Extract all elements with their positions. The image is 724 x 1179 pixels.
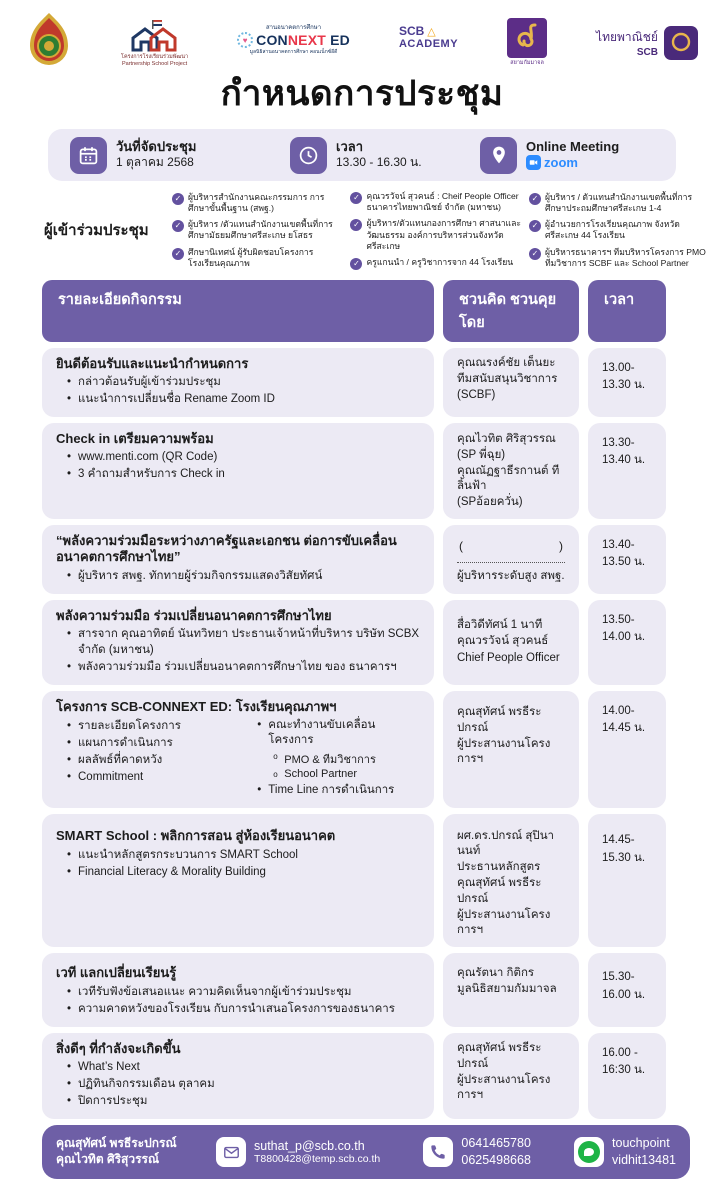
activity-bullet: • สารจาก คุณอาทิตย์ นันทวิทยา ประธานเจ้าหน้าที่บริหาร บริษัท SCBX จำกัด (มหาชน) bbox=[78, 627, 420, 658]
speaker-line: สื่อวิดีทัศน์ 1 นาที bbox=[457, 618, 543, 631]
speaker-line: ประธานหลักสูตร bbox=[457, 861, 541, 874]
email-icon bbox=[216, 1137, 246, 1167]
check-icon: ✓ bbox=[529, 248, 541, 260]
speaker-line: คุณรัตนา กิติกร bbox=[457, 966, 535, 979]
contact-footer bbox=[42, 1125, 690, 1179]
activity-bullet: • ผลลัพธ์ที่คาดหวัง bbox=[78, 753, 244, 769]
online-meeting-label: Online Meeting bbox=[526, 138, 620, 154]
time-cell: 13.00- 13.30 น. bbox=[588, 348, 666, 417]
activity-title: เวที แลกเปลี่ยนเรียนรู้ bbox=[56, 965, 177, 981]
table-row bbox=[42, 691, 682, 809]
speaker-cell bbox=[443, 953, 579, 1026]
siam-kammajon-caption: สยามกัมมาจล bbox=[510, 60, 544, 66]
speaker-line: ผศ.ดร.ปกรณ์ สุปินานนท์ bbox=[457, 829, 555, 858]
activity-title: Check in เตรียมความพร้อม bbox=[56, 431, 214, 447]
scb-academy-logo: SCB △ ACADEMY bbox=[398, 24, 459, 50]
activity-bullet: • แผนการดำเนินการ bbox=[78, 736, 244, 752]
line-id: vidhit13481 bbox=[612, 1153, 676, 1168]
activity-bullet: • Commitment bbox=[78, 770, 244, 786]
activity-bullet: • รายละเอียดโครงการ bbox=[78, 719, 244, 735]
zoom-camera-icon bbox=[526, 155, 541, 170]
activity-cell bbox=[42, 1033, 434, 1119]
zoom-logo bbox=[526, 155, 619, 170]
connext-ed-logo bbox=[237, 22, 350, 56]
participant-item: ✓ ผู้บริหารสำนักงานคณะกรรมการ การศึกษาขั้นพื้นฐาน (สพฐ.) bbox=[172, 192, 342, 214]
table-row bbox=[42, 600, 682, 685]
check-icon: ✓ bbox=[172, 220, 184, 232]
speaker-line: (SP พี่ฉุย) bbox=[457, 448, 506, 461]
activity-bullet: • ปิดการประชุม bbox=[78, 1094, 420, 1110]
speaker-line: คุณไวทิต ศิริสุวรรณ bbox=[457, 432, 556, 445]
email-secondary: T8800428@temp.scb.co.th bbox=[254, 1153, 381, 1166]
header-time: เวลา bbox=[588, 280, 666, 342]
partnership-school-logo bbox=[121, 20, 188, 67]
scb-ring-icon bbox=[664, 26, 698, 60]
activity-bullet: • ผู้บริหาร สพฐ. ทักทายผู้ร่วมกิจกรรมแสดงวิสัยทัศน์ bbox=[78, 569, 420, 585]
participants-column-3 bbox=[529, 192, 708, 269]
participant-item: ✓ ผู้บริหาร/ตัวแทนกองการศึกษา ศาสนาและวัฒนธรรม องค์การบริหารส่วนจังหวัดศรีสะเกษ bbox=[350, 218, 520, 252]
time-value: 13.30 - 16.30 น. bbox=[336, 155, 422, 170]
time-cell: 16.00 - 16:30 น. bbox=[588, 1033, 666, 1119]
meeting-time bbox=[290, 137, 480, 174]
participant-item: ✓ ผู้บริหาร /ตัวแทนสำนักงานเขตพื้นที่การศึกษามัธยมศึกษาศรีสะเกษ ยโสธร bbox=[172, 219, 342, 241]
table-row bbox=[42, 814, 682, 947]
speaker-cell bbox=[443, 525, 579, 594]
activity-bullet: • กล่าวต้อนรับผู้เข้าร่วมประชุม bbox=[78, 375, 420, 391]
calendar-icon bbox=[70, 137, 107, 174]
date-label: วันที่จัดประชุม bbox=[116, 139, 197, 155]
speaker-line: มูลนิธิสยามกัมมาจล bbox=[457, 982, 557, 995]
speaker-line: Chief People Officer bbox=[457, 651, 560, 664]
table-header-row bbox=[42, 280, 682, 342]
check-icon: ✓ bbox=[529, 193, 541, 205]
connext-ed-tagline: สานอนาคตการศึกษา bbox=[265, 25, 322, 31]
speaker-line: คุณณรงค์ชัย เต็นยะ bbox=[457, 357, 556, 370]
participant-item: ✓ ผู้บริหาร / ตัวแทนสำนักงานเขตพื้นที่การศึกษาประถมศึกษาศรีสะเกษ 1-4 bbox=[529, 192, 708, 214]
table-row bbox=[42, 525, 682, 594]
email-primary: suthat_p@scb.co.th bbox=[254, 1139, 365, 1154]
speaker-cell bbox=[443, 348, 579, 417]
activity-cell bbox=[42, 814, 434, 947]
line-app-icon bbox=[574, 1137, 604, 1167]
logo-bar bbox=[0, 0, 724, 72]
time-cell: 14.45- 15.30 น. bbox=[588, 814, 666, 947]
table-row bbox=[42, 348, 682, 417]
speaker-cell bbox=[443, 423, 579, 519]
obec-logo bbox=[26, 12, 72, 70]
time-cell: 15.30- 16.00 น. bbox=[588, 953, 666, 1026]
check-icon: ✓ bbox=[529, 220, 541, 232]
obec-emblem-icon bbox=[26, 12, 72, 70]
activity-sub-bullet: o School Partner bbox=[284, 768, 420, 780]
activity-bullet: • พลังความร่วมมือ ร่วมเปลี่ยนอนาคตการศึกษาไทย ของ ธนาคารฯ bbox=[78, 660, 420, 676]
speaker-line: คุณสุทัศน์ พรธีระปกรณ์ bbox=[457, 877, 542, 905]
activity-bullet: • Financial Literacy & Morality Building bbox=[78, 865, 420, 881]
participant-item: ✓ ครูแกนนำ / ครูวิชาการจาก 44 โรงเรียน bbox=[350, 257, 520, 270]
participants-column-2 bbox=[350, 191, 520, 270]
check-icon: ✓ bbox=[172, 248, 184, 260]
activity-bullet: • 3 คำถามสำหรับการ Check in bbox=[78, 467, 420, 483]
speaker-line: ทีมสนับสนุนวิชาการ bbox=[457, 373, 558, 386]
speaker-line: (SCBF) bbox=[457, 389, 496, 402]
siam-kammajon-icon bbox=[507, 18, 547, 58]
activity-title: สิ่งดีๆ ที่กำลังจะเกิดขึ้น bbox=[56, 1040, 181, 1056]
scb-academy-triangle-icon: △ bbox=[427, 25, 436, 38]
activity-bullet: • คณะทำงานขับเคลื่อนโครงการ bbox=[268, 718, 420, 749]
activity-bullet: • แนะนำหลักสูตรกระบวนการ SMART School bbox=[78, 848, 420, 864]
activity-title: SMART School : พลิกการสอน สู่ห้องเรียนอนาคต bbox=[56, 828, 336, 844]
connext-ed-heart-icon: ♥ bbox=[237, 32, 253, 48]
speaker-line: ผู้ประสานงานโครงการฯ bbox=[457, 908, 551, 937]
activity-title: “พลังความร่วมมือระหว่างภาครัฐและเอกชน ต่อการขับเคลื่อน อนาคตการศึกษาไทย” bbox=[56, 533, 397, 565]
participant-item: ✓ ผู้อำนวยการโรงเรียนคุณภาพ จังหวัดศรีสะเกษ 44 โรงเรียน bbox=[529, 219, 708, 241]
participant-item: ✓ คุณวรวัจน์ สุวคนธ์ : Cheif People Officer ธนาคารไทยพาณิชย์ จำกัด (มหาชน) bbox=[350, 191, 520, 213]
page-title: กำหนดการประชุม bbox=[220, 74, 504, 113]
activity-bullet: • www.menti.com (QR Code) bbox=[78, 450, 420, 466]
connext-ed-subtext: มูลนิธิสานอนาคตการศึกษา คอนเน็กซ์อีดี bbox=[249, 49, 338, 55]
speaker-blank-field: ( ) bbox=[459, 538, 563, 553]
activity-cell bbox=[42, 953, 434, 1026]
speaker-line: (SPอ้อยควั่น) bbox=[457, 496, 523, 509]
date-value: 1 ตุลาคม 2568 bbox=[116, 155, 194, 170]
line-id: touchpoint bbox=[612, 1136, 670, 1151]
siam-kammajon-logo bbox=[507, 18, 547, 67]
activity-cell bbox=[42, 600, 434, 685]
activity-bullet: • What’s Next bbox=[78, 1060, 420, 1076]
partnership-caption: โครงการโรงเรียนร่วมพัฒนา Partnership School Project bbox=[120, 54, 189, 67]
participants-column-1 bbox=[172, 192, 342, 269]
speaker-cell bbox=[443, 814, 579, 947]
speaker-line: คุณวรวัจน์ สุวคนธ์ bbox=[457, 635, 549, 648]
participant-item: ✓ ผู้บริหารธนาคารฯ ทีมบริหารโครงการ PMO ทีมวิชาการ SCBF และ School Partner bbox=[529, 247, 708, 269]
phone-icon bbox=[423, 1137, 453, 1167]
activity-sub-bullet: o PMO & ทีมวิชาการ bbox=[284, 750, 420, 768]
agenda-table bbox=[42, 280, 682, 1119]
zoom-wordmark: zoom bbox=[544, 155, 578, 171]
speaker-line: คุณสุทัศน์ พรธีระปกรณ์ bbox=[457, 1042, 542, 1070]
activity-title: พลังความร่วมมือ ร่วมเปลี่ยนอนาคตการศึกษาไทย bbox=[56, 607, 332, 623]
speaker-cell bbox=[443, 691, 579, 809]
table-row bbox=[42, 1033, 682, 1119]
speaker-cell bbox=[443, 1033, 579, 1119]
activity-title: โครงการ SCB-CONNEXT ED: โรงเรียนคุณภาพฯ bbox=[56, 698, 337, 714]
contact-names: คุณสุทัศน์ พรธีระปกรณ์ คุณไวทิต ศิริสุวรรณ์ bbox=[56, 1136, 177, 1167]
meeting-date bbox=[70, 137, 290, 174]
speaker-line: ผู้ประสานงานโครงการฯ bbox=[457, 1073, 551, 1102]
phone-number: 0641465780 bbox=[461, 1136, 531, 1151]
check-icon: ✓ bbox=[350, 258, 362, 270]
activity-cell bbox=[42, 348, 434, 417]
activity-cell bbox=[42, 691, 434, 809]
activity-title: ยินดีต้อนรับและแนะนำกำหนดการ bbox=[56, 355, 249, 371]
activity-bullet: • แนะนำการเปลี่ยนชื่อ Rename Zoom ID bbox=[78, 392, 420, 408]
dotted-line bbox=[457, 562, 565, 563]
contact-phone-group bbox=[423, 1135, 531, 1169]
participants-section bbox=[0, 181, 724, 278]
speaker-cell bbox=[443, 600, 579, 685]
check-icon: ✓ bbox=[172, 193, 184, 205]
speaker-line: คุณสุทัศน์ พรธีระปกรณ์ bbox=[457, 706, 542, 734]
table-row bbox=[42, 423, 682, 519]
activity-bullet: • เวทีรับฟังข้อเสนอแนะ ความคิดเห็นจากผู้เข้าร่วมประชุม bbox=[78, 985, 420, 1001]
scb-thai-logo: ไทยพาณิชย์ SCB bbox=[596, 26, 698, 60]
time-cell: 13.50- 14.00 น. bbox=[588, 600, 666, 685]
meeting-channel bbox=[480, 137, 654, 174]
time-cell: 14.00- 14.45 น. bbox=[588, 691, 666, 809]
header-activity: รายละเอียดกิจกรรม bbox=[42, 280, 434, 342]
contact-line-group bbox=[574, 1135, 676, 1169]
speaker-line: ผู้บริหารระดับสูง สพฐ. bbox=[457, 570, 565, 583]
location-pin-icon bbox=[480, 137, 517, 174]
activity-bullet: • ความคาดหวังของโรงเรียน กับการนำเสนอโครงการของธนาคาร bbox=[78, 1002, 420, 1018]
activity-cell bbox=[42, 525, 434, 594]
clock-icon bbox=[290, 137, 327, 174]
activity-cell bbox=[42, 423, 434, 519]
table-row bbox=[42, 953, 682, 1026]
phone-number: 0625498668 bbox=[461, 1153, 531, 1168]
participants-label: ผู้เข้าร่วมประชุม bbox=[44, 222, 149, 240]
time-cell: 13.30- 13.40 น. bbox=[588, 423, 666, 519]
check-icon: ✓ bbox=[350, 219, 362, 231]
participant-item: ✓ ศึกษานิเทศน์ ผู้รับผิดชอบโครงการ โรงเรียนคุณภาพ bbox=[172, 247, 342, 269]
connext-ed-wordmark: CONNEXT ED bbox=[256, 32, 350, 48]
check-icon: ✓ bbox=[350, 192, 362, 204]
meeting-info-bar bbox=[48, 129, 676, 181]
speaker-line: ผู้ประสานงานโครงการฯ bbox=[457, 737, 551, 766]
partnership-school-icon bbox=[129, 20, 181, 54]
activity-bullet: • ปฏิทินกิจกรรมเดือน ตุลาคม bbox=[78, 1077, 420, 1093]
activity-bullet: • Time Line การดำเนินการ bbox=[268, 783, 420, 799]
time-label: เวลา bbox=[336, 139, 364, 155]
speaker-line: คุณณัฏฐาธีรกานต์ ทีลิ้นฟ้า bbox=[457, 464, 560, 493]
contact-email-group bbox=[216, 1137, 380, 1167]
header-speaker: ชวนคิด ชวนคุยโดย bbox=[443, 280, 579, 342]
time-cell: 13.40- 13.50 น. bbox=[588, 525, 666, 594]
